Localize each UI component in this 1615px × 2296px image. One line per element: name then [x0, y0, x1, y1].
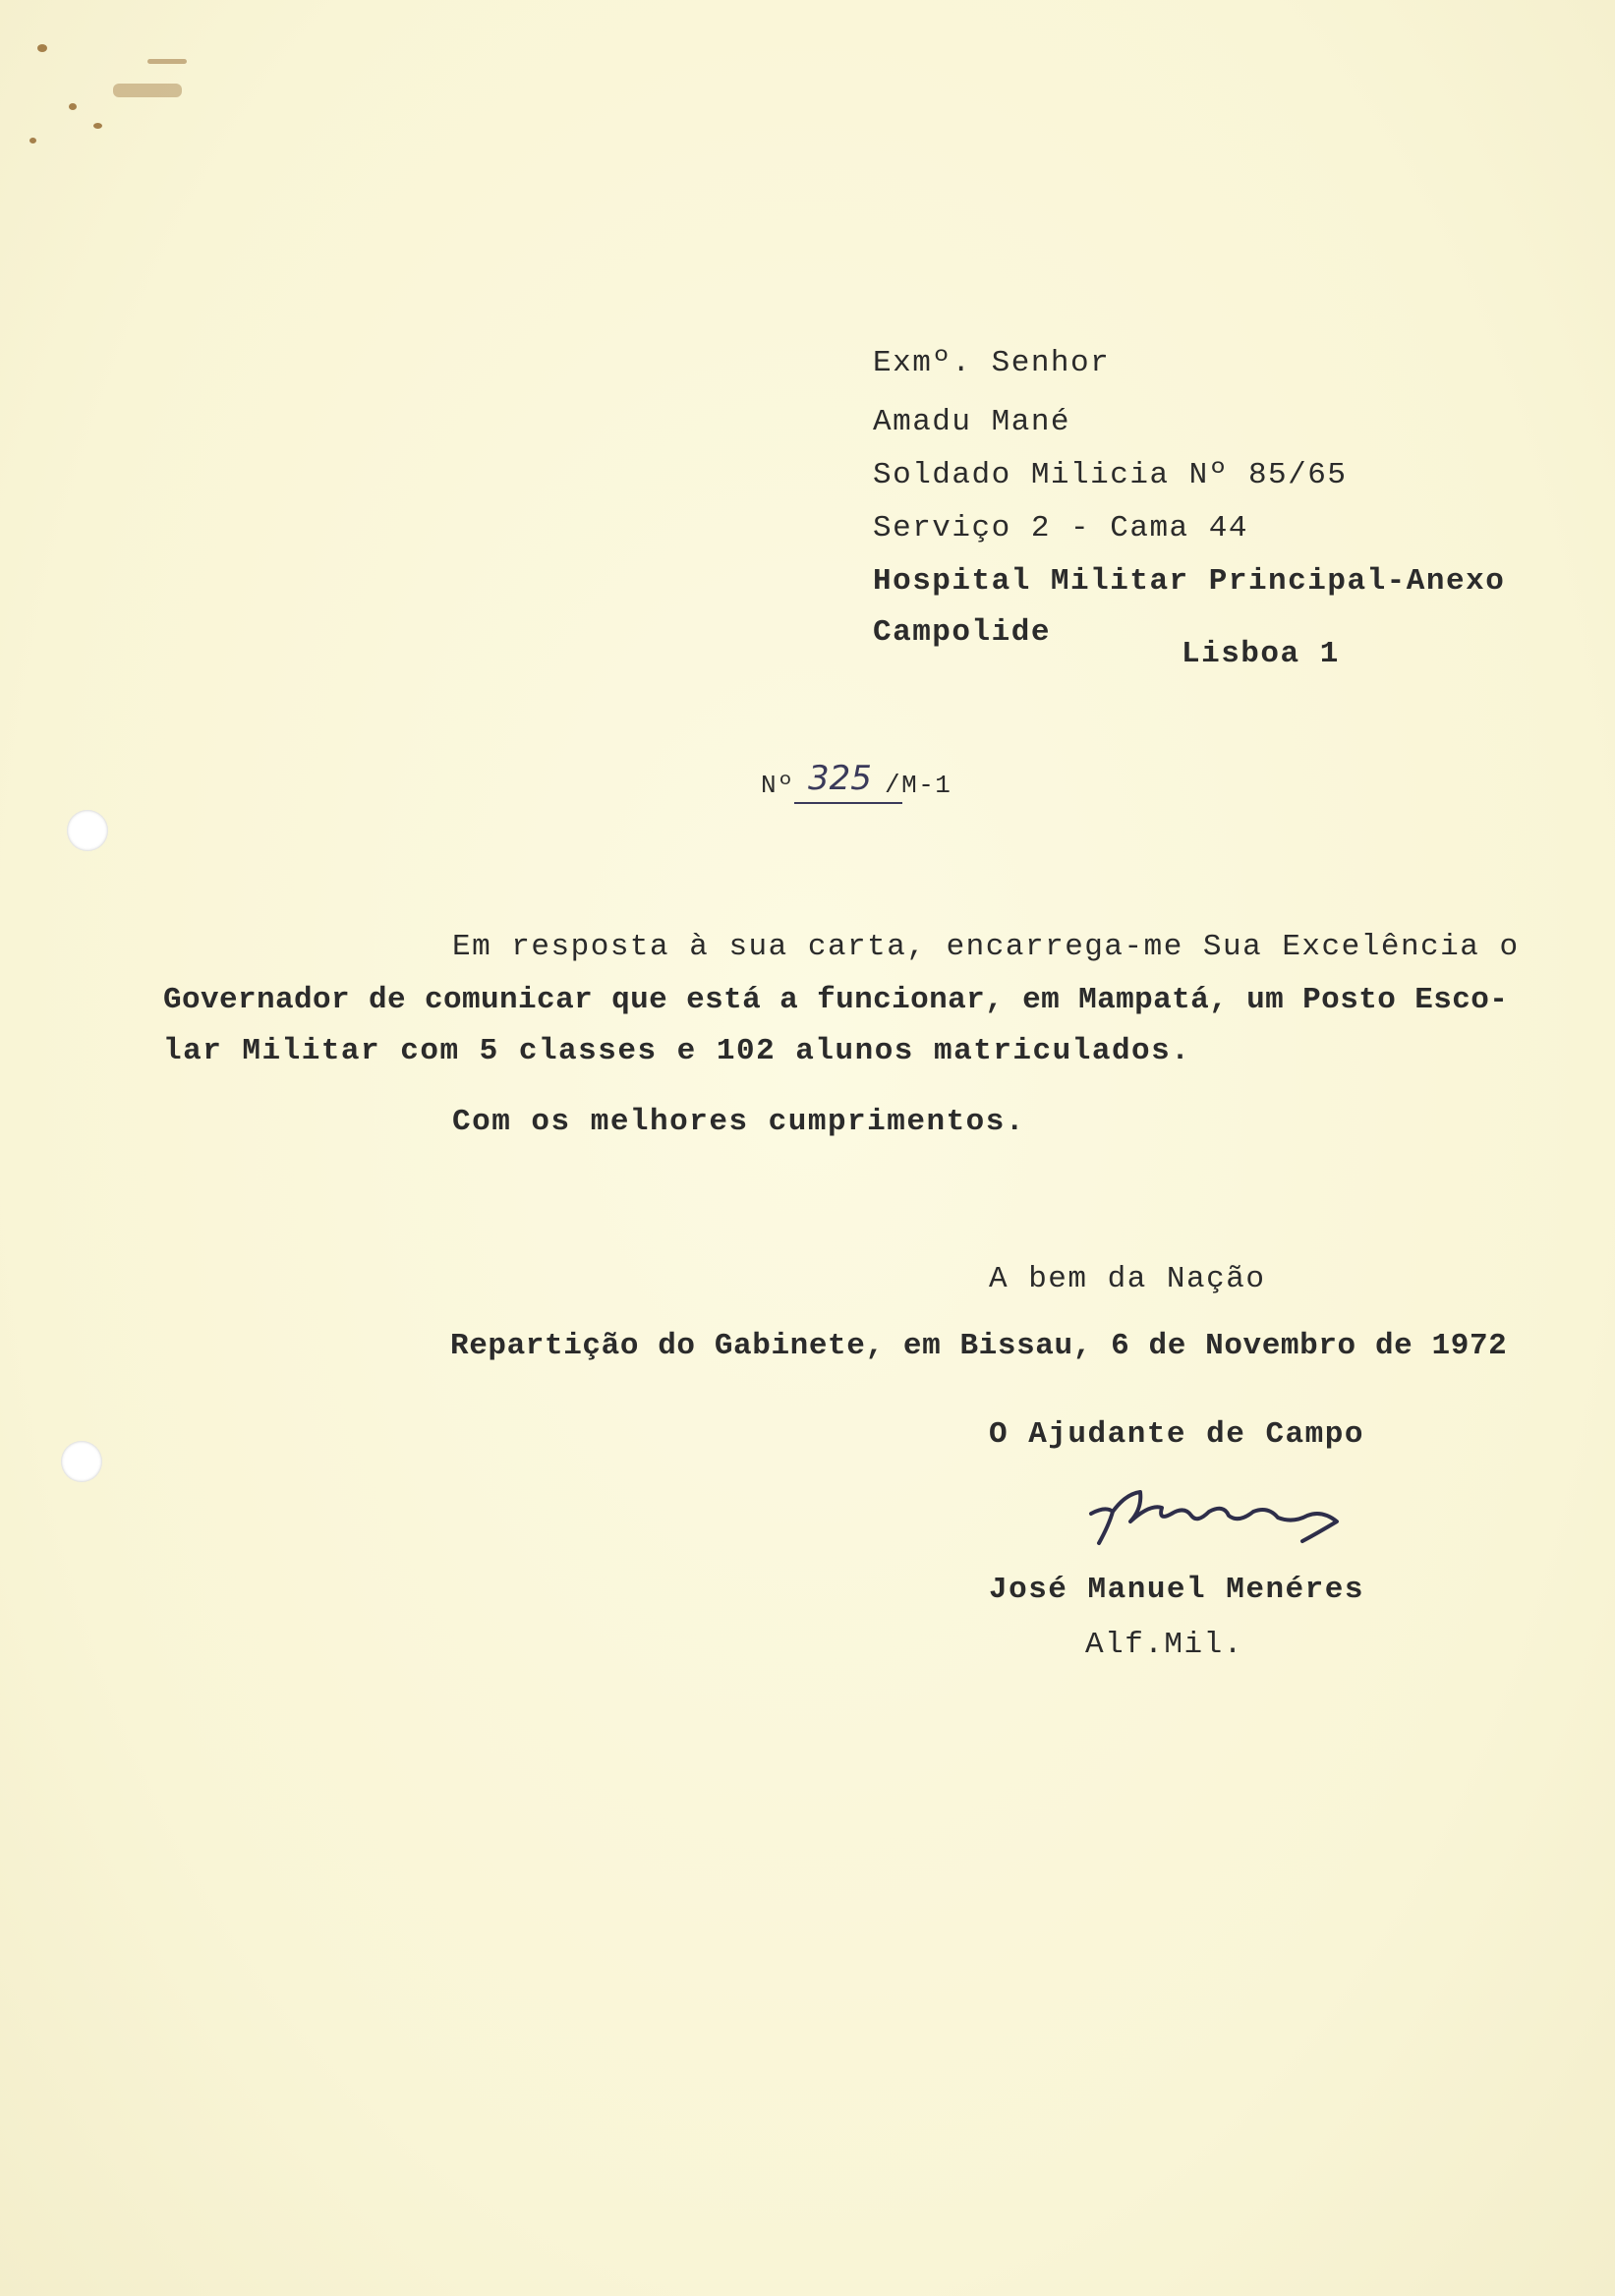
place-date: Repartição do Gabinete, em Bissau, 6 de Novembro de 1972	[450, 1329, 1508, 1363]
recipient-ward: Serviço 2 - Cama 44	[873, 511, 1248, 545]
reference-prefix: Nº	[761, 771, 795, 800]
stain-mark	[147, 59, 187, 64]
recipient-salutation: Exmº. Senhor	[873, 346, 1111, 380]
body-closing: Com os melhores cumprimentos.	[452, 1105, 1025, 1139]
signatory-name: José Manuel Menéres	[989, 1573, 1364, 1607]
recipient-place: Campolide	[873, 615, 1051, 650]
reference-handwritten-number: 325	[808, 759, 872, 798]
punch-hole	[61, 1441, 102, 1482]
body-line-2: Governador de comunicar que está a funcionar, em Mampatá, um Posto Esco-	[163, 983, 1509, 1017]
handwritten-signature	[1081, 1464, 1356, 1563]
punch-hole	[67, 810, 108, 851]
body-line-3: lar Militar com 5 classes e 102 alunos matriculados.	[163, 1034, 1191, 1068]
recipient-rank: Soldado Milicia Nº 85/65	[873, 458, 1348, 492]
signatory-role: O Ajudante de Campo	[989, 1417, 1364, 1452]
recipient-institution: Hospital Militar Principal-Anexo	[873, 564, 1506, 599]
stain-mark	[69, 103, 77, 110]
stain-mark	[29, 138, 36, 144]
body-line-1: Em resposta à sua carta, encarrega-me Sua Excelência o	[452, 930, 1520, 964]
stain-mark	[93, 123, 102, 129]
reference-underline	[794, 802, 902, 804]
motto: A bem da Nação	[989, 1262, 1266, 1296]
recipient-name: Amadu Mané	[873, 405, 1071, 439]
stain-mark	[113, 84, 182, 97]
signatory-title: Alf.Mil.	[1085, 1628, 1243, 1662]
stain-mark	[37, 44, 47, 52]
recipient-city: Lisboa 1	[1182, 637, 1340, 671]
reference-suffix: /M-1	[885, 771, 952, 800]
